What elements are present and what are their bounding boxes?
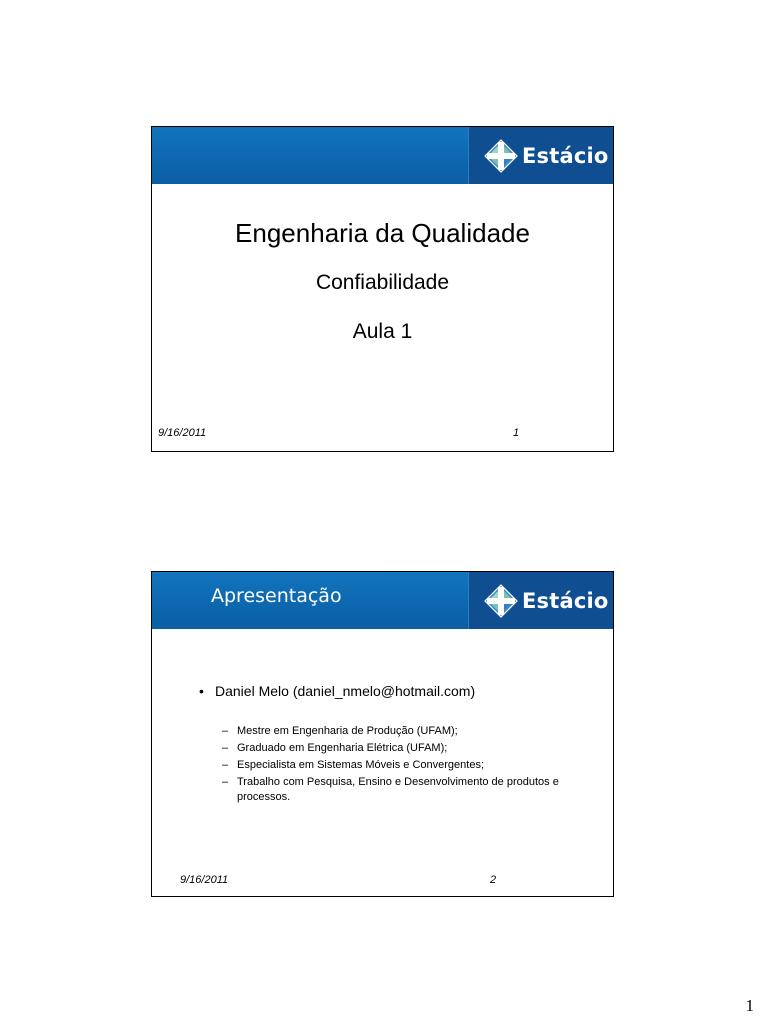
bullet-text: Daniel Melo (daniel_nmelo@hotmail.com) bbox=[215, 683, 476, 699]
dash-icon: – bbox=[222, 759, 229, 771]
estacio-diamond-icon bbox=[484, 139, 518, 173]
dash-icon: – bbox=[222, 776, 229, 788]
estacio-diamond-icon bbox=[484, 584, 518, 618]
logo-text: Estácio bbox=[522, 144, 609, 168]
logo-text: Estácio bbox=[522, 589, 609, 613]
estacio-logo bbox=[484, 584, 609, 618]
bullet-item bbox=[199, 683, 475, 699]
dash-icon: – bbox=[222, 742, 229, 754]
list-item: – Graduado em Engenharia Elétrica (UFAM); bbox=[222, 742, 448, 754]
list-item: – Mestre em Engenharia de Produção (UFAM); bbox=[222, 725, 458, 737]
slide-date: 9/16/2011 bbox=[180, 874, 229, 886]
slide-2 bbox=[151, 571, 614, 897]
slide-lesson: Aula 1 bbox=[352, 320, 413, 343]
banner-left-panel bbox=[152, 127, 469, 184]
list-item: – Especialista em Sistemas Móveis e Convergentes; bbox=[222, 759, 484, 771]
sub-bullet-list bbox=[222, 724, 582, 807]
slide-subtitle: Confiabilidade bbox=[315, 271, 450, 294]
page-number: 1 bbox=[745, 996, 754, 1015]
slide-heading: Apresentação bbox=[211, 585, 342, 607]
slide-date: 9/16/2011 bbox=[158, 427, 207, 439]
slide-number: 2 bbox=[490, 874, 497, 886]
slide-banner bbox=[152, 127, 613, 184]
dash-icon: – bbox=[222, 725, 229, 737]
bullet-dot-icon: • bbox=[199, 683, 204, 699]
slide-number: 1 bbox=[513, 427, 520, 439]
slide-1 bbox=[151, 126, 614, 452]
slide-title: Engenharia da Qualidade bbox=[235, 218, 530, 248]
slide-banner bbox=[152, 572, 613, 629]
estacio-logo bbox=[484, 139, 609, 173]
list-item: – Trabalho com Pesquisa, Ensino e Desenvolvimento de produtos e processos. bbox=[222, 776, 559, 803]
